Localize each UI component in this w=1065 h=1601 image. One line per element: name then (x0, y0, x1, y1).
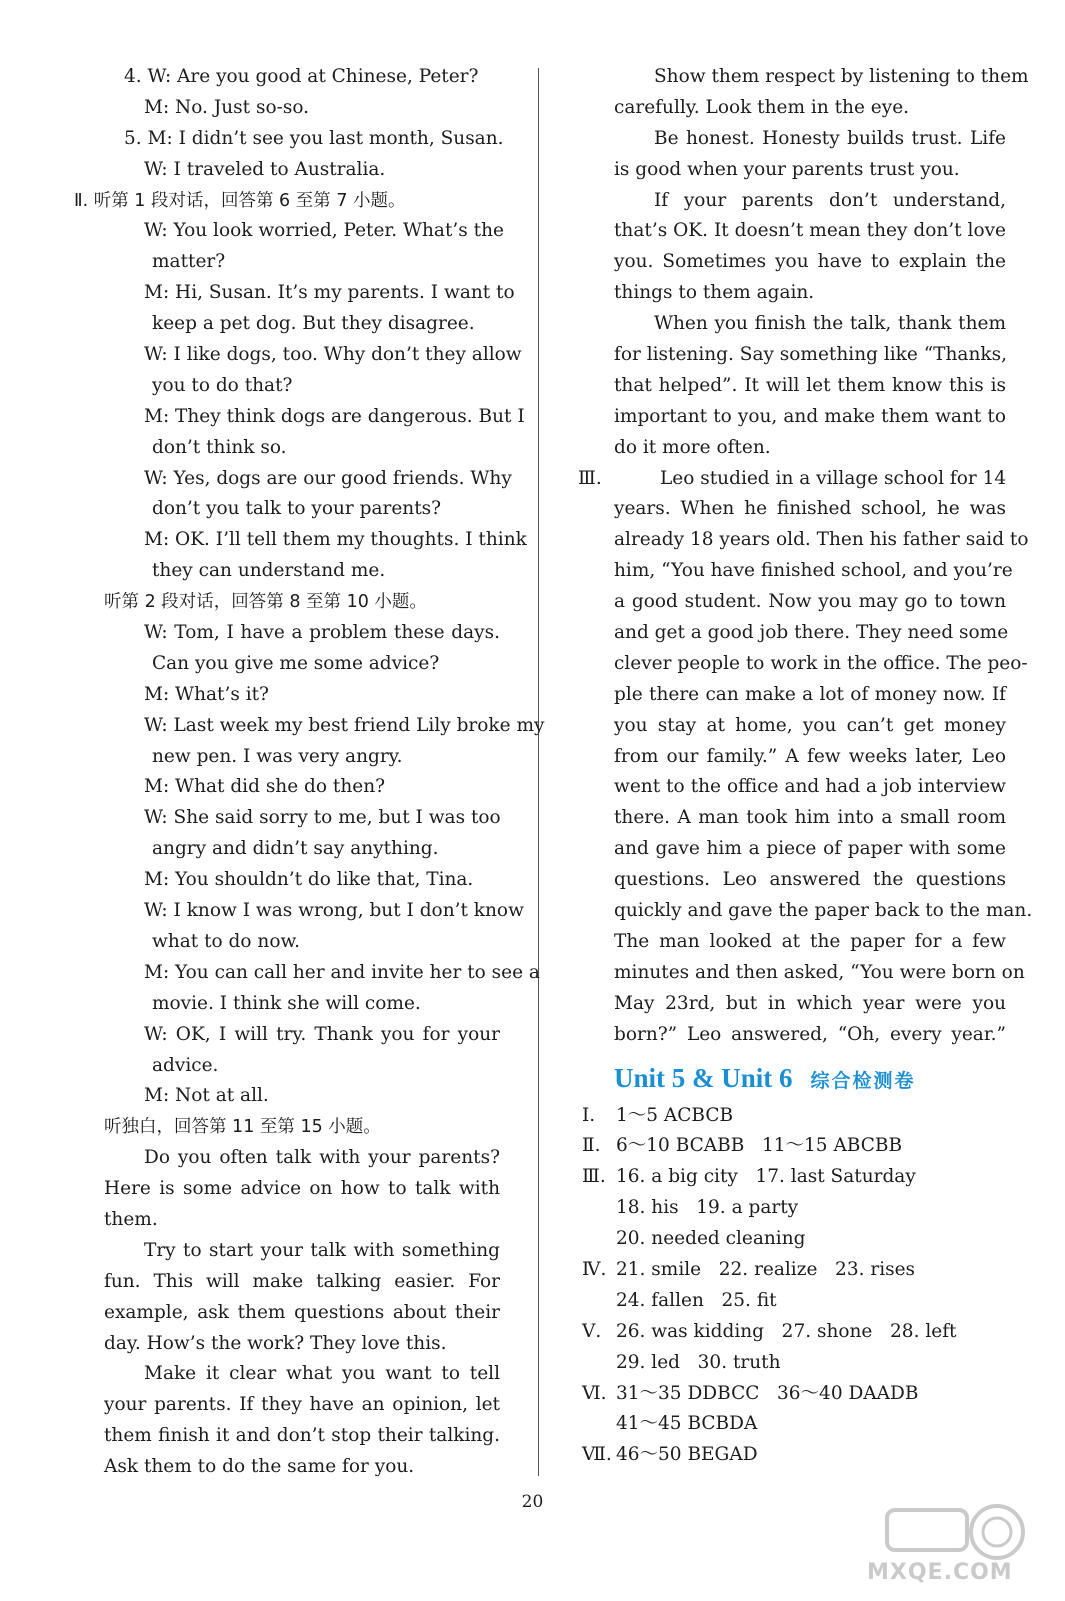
answer-text: 6～10 BCABB 11～15 ABCBB (616, 1135, 903, 1157)
text-line: If your parents don’t understand, (654, 189, 1006, 211)
unit-subtitle: 综合检测卷 (810, 1069, 916, 1092)
text-line: already 18 years old. Then his father said to (614, 529, 1029, 551)
text-line: W: I like dogs, too. Why don’t they allow (144, 344, 522, 366)
watermark-text: MXQE.COM (867, 1560, 1013, 1585)
answer-text: 26. was kidding 27. shone 28. left (616, 1320, 957, 1342)
answer-row (582, 1379, 1006, 1410)
text-line: born?” Leo answered, “Oh, every year.” (614, 1023, 1006, 1045)
text-line: important to you, and make them want to (614, 405, 1006, 427)
text-line: Make it clear what you want to tell (144, 1363, 500, 1385)
answer-text: 29. led 30. truth (616, 1351, 781, 1373)
column-divider (538, 68, 539, 1476)
text-line: quickly and gave the paper back to the man. (614, 900, 1033, 922)
text-line: carefully. Look them in the eye. (614, 96, 910, 118)
answer-section-numeral: Ⅰ. (582, 1104, 596, 1126)
text-line: went to the office and had a job interview (614, 776, 1006, 798)
text-line: W: Yes, dogs are our good friends. Why (144, 467, 512, 489)
text-line: what to do now. (152, 930, 300, 952)
text-line: them finish it and don’t stop their talking. (104, 1425, 500, 1447)
answer-row (582, 1193, 1006, 1224)
text-line: your parents. If they have an opinion, let (104, 1394, 500, 1416)
section-mark: Ⅲ. (578, 467, 602, 489)
text-line: W: I know I was wrong, but I don’t know (144, 900, 524, 922)
text-line (578, 464, 1007, 495)
answer-row (582, 1409, 1006, 1440)
text-line: matter? (152, 251, 226, 273)
unit-heading (614, 1055, 1006, 1101)
text-line: W: OK, I will try. Thank you for your (144, 1023, 500, 1045)
text-line: that’s OK. It doesn’t mean they don’t love (614, 220, 1006, 242)
text-line: M: OK. I’ll tell them my thoughts. I think (144, 529, 527, 551)
answer-text: 1～5 ACBCB (616, 1104, 734, 1126)
text-line: M: Not at all. (144, 1085, 269, 1107)
text-line: him, “You have finished school, and you’re (614, 560, 1013, 582)
answer-row (582, 1255, 1006, 1286)
text-line: movie. I think she will come. (152, 992, 421, 1014)
text-line: years. When he finished school, he was (614, 498, 1006, 520)
answer-section-numeral: Ⅲ. (582, 1166, 606, 1188)
unit-title: Unit 5 & Unit 6 (614, 1062, 793, 1093)
text-line: don’t you talk to your parents? (152, 498, 442, 520)
answer-text: 16. a big city 17. last Saturday (616, 1166, 916, 1188)
text-line: things to them again. (614, 282, 815, 304)
answer-row (582, 1348, 1006, 1379)
page-number: 20 (521, 1492, 544, 1512)
text-line: M: You shouldn’t do like that, Tina. (144, 869, 474, 891)
answer-text: 20. needed cleaning (616, 1228, 806, 1250)
answer-text: 31～35 DDBCC 36～40 DAADB (616, 1382, 919, 1404)
right-text (578, 62, 1033, 1051)
text-line: M: What’s it? (144, 683, 269, 705)
text-line: minutes and then asked, “You were born on (614, 961, 1025, 983)
answer-row (582, 1224, 1006, 1255)
text-line: and gave him a piece of paper with some (614, 838, 1006, 860)
text-line: for listening. Say something like “Thanks, (614, 344, 1007, 366)
answer-text: 18. his 19. a party (616, 1197, 799, 1219)
text-line: W: You look worried, Peter. What’s the (144, 220, 504, 242)
text-line: a good student. Now you may go to town (614, 591, 1006, 613)
answer-section-numeral: Ⅴ. (582, 1320, 602, 1342)
text-line: 听独白，回答第 11 至第 15 小题。 (104, 1117, 381, 1138)
right-column (578, 62, 1033, 1471)
text-line: W: Tom, I have a problem these days. (144, 622, 500, 644)
answer-row (582, 1440, 1006, 1471)
answer-section-numeral: Ⅶ. (582, 1444, 612, 1466)
text-line: questions. Leo answered the questions (614, 869, 1006, 891)
text-line: them. (104, 1208, 158, 1230)
text-line: W: Last week my best friend Lily broke my (144, 714, 545, 736)
text-line: is good when your parents trust you. (614, 158, 960, 180)
answer-text: 24. fallen 25. fit (616, 1289, 777, 1311)
left-column (74, 62, 545, 1483)
text-line: Do you often talk with your parents? (144, 1147, 500, 1169)
text-line: advice. (152, 1054, 219, 1076)
text-line: Can you give me some advice? (152, 652, 440, 674)
text-line: M: No. Just so-so. (144, 96, 310, 118)
answer-section-numeral: Ⅱ. (582, 1135, 601, 1157)
text-line: you to do that? (152, 374, 293, 396)
text-line: and get a good job there. They need some (614, 622, 1009, 644)
text-line: 5. M: I didn’t see you last month, Susan. (124, 127, 504, 149)
line-text: Leo studied in a village school for 14 (660, 467, 1007, 489)
text-line: M: They think dogs are dangerous. But I (144, 405, 525, 427)
text-line: Be honest. Honesty builds trust. Life (654, 127, 1006, 149)
text-line: Ask them to do the same for you. (104, 1456, 415, 1478)
text-line: do it more often. (614, 436, 771, 458)
text-line: there. A man took him into a small room (614, 807, 1006, 829)
text-line: from our family.” A few weeks later, Leo (614, 745, 1006, 767)
text-line: you. Sometimes you have to explain the (614, 251, 1006, 273)
text-line: that helped”. It will let them know this is (614, 374, 1006, 396)
text-line: fun. This will make talking easier. For (104, 1270, 500, 1292)
text-line: angry and didn’t say anything. (152, 838, 439, 860)
answer-text: 46～50 BEGAD (616, 1444, 758, 1466)
text-line: day. How’s the work? They love this. (104, 1332, 447, 1354)
answer-row (582, 1286, 1006, 1317)
text-line: 听第 2 段对话，回答第 8 至第 10 小题。 (104, 592, 427, 613)
text-line: clever people to work in the office. The peo- (614, 652, 1028, 674)
answer-row (582, 1101, 1006, 1132)
text-line: M: Hi, Susan. It’s my parents. I want to (144, 282, 515, 304)
text-line: Ⅱ. 听第 1 段对话，回答第 6 至第 7 小题。 (74, 190, 406, 211)
answer-row (582, 1131, 1006, 1162)
text-line: example, ask them questions about their (104, 1301, 500, 1323)
answer-key (582, 1101, 1006, 1472)
text-line: The man looked at the paper for a few (614, 930, 1006, 952)
text-line: May 23rd, but in which year were you (614, 992, 1006, 1014)
answer-text: 21. smile 22. realize 23. rises (616, 1258, 916, 1280)
text-line: Here is some advice on how to talk with (104, 1178, 500, 1200)
text-line: When you finish the talk, thank them (654, 313, 1006, 335)
text-line: you stay at home, you can’t get money (614, 714, 1006, 736)
answer-section-numeral: Ⅵ. (582, 1382, 607, 1404)
answer-row (582, 1162, 1006, 1193)
answer-text: 41～45 BCBDA (616, 1413, 758, 1435)
text-line: M: What did she do then? (144, 776, 386, 798)
text-line: Try to start your talk with something (144, 1239, 500, 1261)
answer-row (582, 1317, 1006, 1348)
watermark-logo (857, 1500, 1047, 1596)
text-line: they can understand me. (152, 560, 386, 582)
text-line: W: I traveled to Australia. (144, 158, 386, 180)
text-line: 4. W: Are you good at Chinese, Peter? (124, 66, 479, 87)
text-line: don’t think so. (152, 436, 287, 458)
text-line: M: You can call her and invite her to see a (144, 961, 540, 983)
text-line: ple there can make a lot of money now. If (614, 683, 1006, 705)
text-line: W: She said sorry to me, but I was too (144, 807, 501, 829)
answer-section-numeral: Ⅳ. (582, 1258, 607, 1280)
text-line: Show them respect by listening to them (654, 66, 1029, 87)
text-line: keep a pet dog. But they disagree. (152, 313, 475, 335)
text-line: new pen. I was very angry. (152, 745, 403, 767)
